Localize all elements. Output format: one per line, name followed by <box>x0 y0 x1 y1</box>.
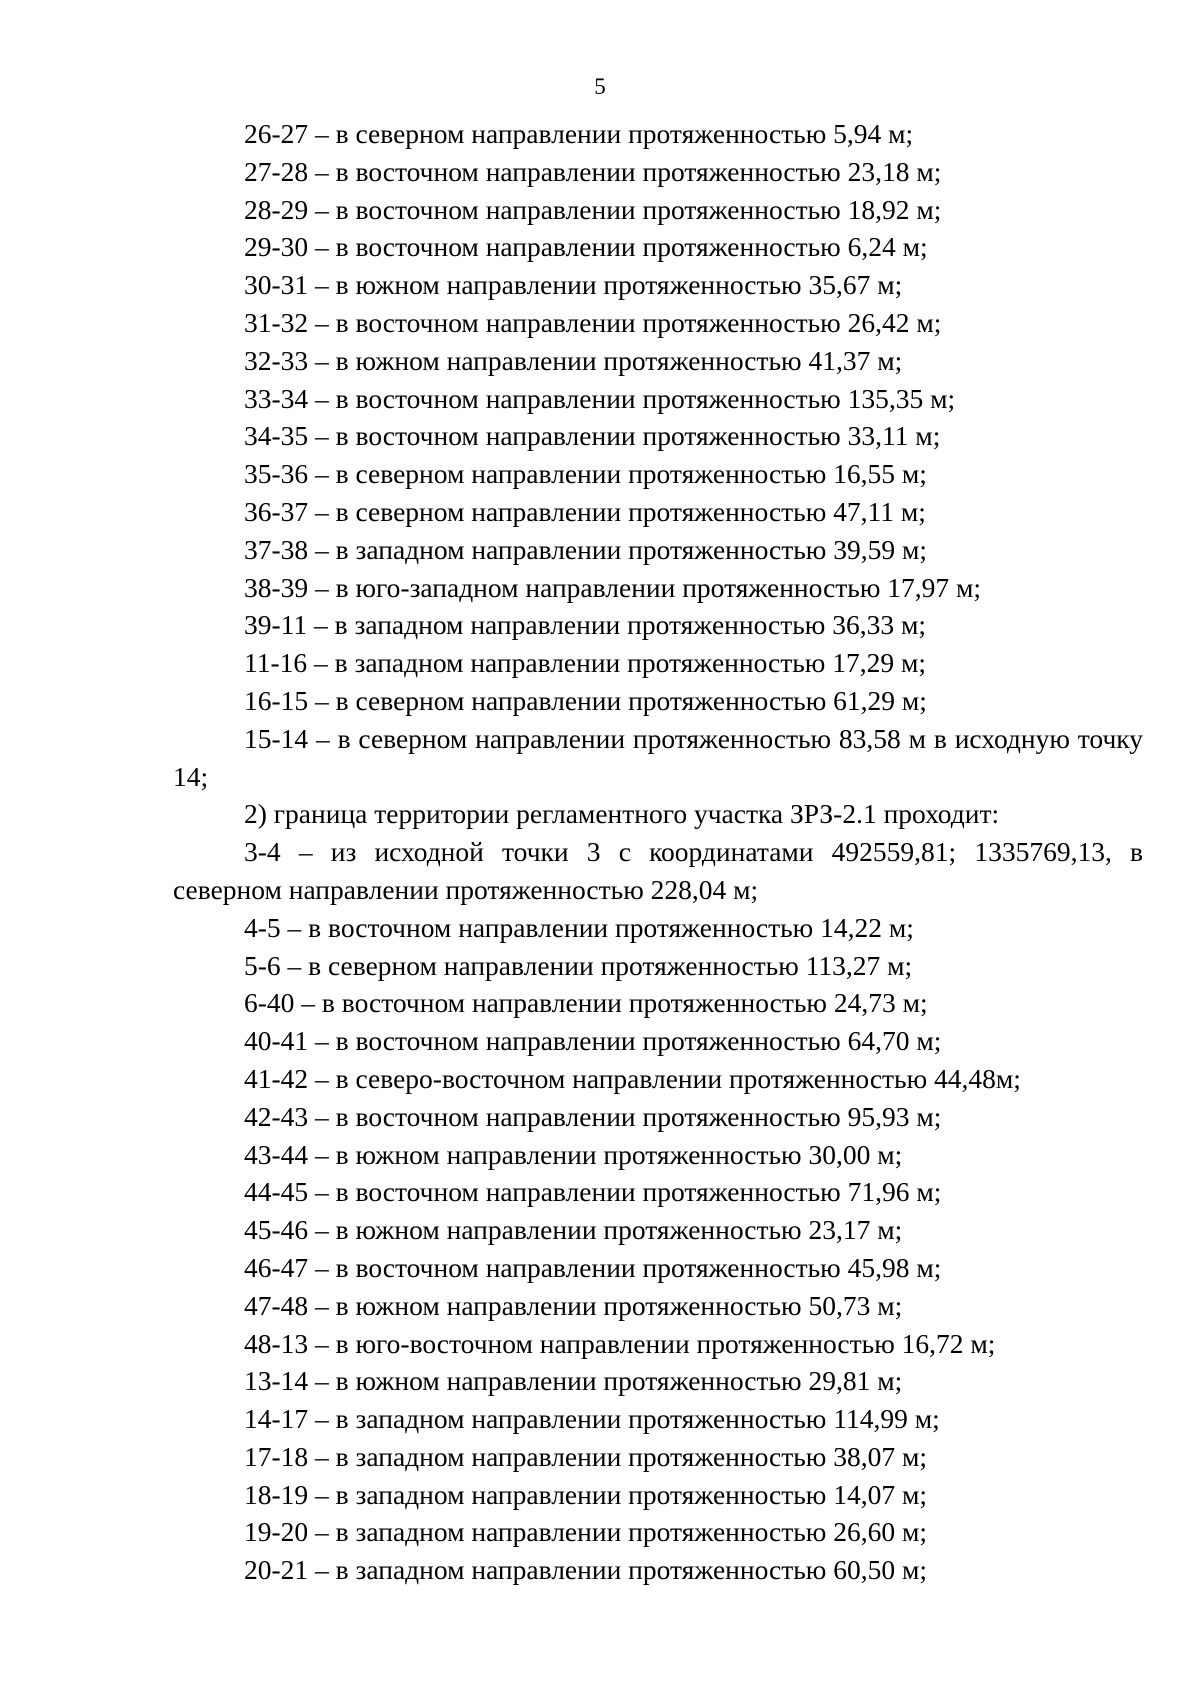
boundary-segment: 36-37 – в северном направлении протяженностью 47,11 м; <box>244 495 926 527</box>
boundary-segment: 38-39 – в юго-западном направлении протяженностью 17,97 м; <box>244 571 982 603</box>
boundary-segment: 26-27 – в северном направлении протяженностью 5,94 м; <box>244 118 914 149</box>
boundary-segment-final: 15-14 – в северном направлении протяженностью 83,58 м в исходную точку 14; <box>173 722 1143 792</box>
boundary-segment: 18-19 – в западном направлении протяженностью 14,07 м; <box>244 1478 928 1510</box>
boundary-segment: 5-6 – в северном направлении протяженностью 113,27 м; <box>244 949 913 981</box>
boundary-segment: 6-40 – в восточном направлении протяженностью 24,73 м; <box>244 987 928 1019</box>
boundary-segment-start: 3-4 – из исходной точки 3 с координатами 492559,81; 1335769,13, в северном направлении протяженностью 228,04 м; <box>173 836 1143 905</box>
boundary-segment: 28-29 – в восточном направлении протяженностью 18,92 м; <box>244 193 942 225</box>
boundary-segment: 47-48 – в южном направлении протяженностью 50,73 м; <box>244 1289 903 1321</box>
boundary-segment: 45-46 – в южном направлении протяженностью 23,17 м; <box>244 1214 903 1246</box>
boundary-segment: 30-31 – в южном направлении протяженностью 35,67 м; <box>244 269 903 301</box>
boundary-segment: 41-42 – в северо-восточном направлении протяженностью 44,48м; <box>244 1062 1021 1094</box>
boundary-segment: 19-20 – в западном направлении протяженностью 26,60 м; <box>244 1516 928 1548</box>
boundary-segment: 46-47 – в восточном направлении протяженностью 45,98 м; <box>244 1251 942 1283</box>
boundary-segment: 17-18 – в западном направлении протяженностью 38,07 м; <box>244 1440 928 1472</box>
boundary-segment: 27-28 – в восточном направлении протяженностью 23,18 м; <box>244 155 942 187</box>
boundary-segment: 16-15 – в северном направлении протяженностью 61,29 м; <box>244 684 927 716</box>
document-body <box>173 115 1143 1589</box>
boundary-segment: 42-43 – в восточном направлении протяженностью 95,93 м; <box>244 1100 942 1132</box>
boundary-segment: 33-34 – в восточном направлении протяженностью 135,35 м; <box>244 382 956 414</box>
boundary-segment: 43-44 – в южном направлении протяженностью 30,00 м; <box>244 1138 903 1170</box>
boundary-segment: 44-45 – в восточном направлении протяженностью 71,96 м; <box>244 1176 942 1208</box>
section-heading: 2) граница территории регламентного участка ЗРЗ-2.1 проходит: <box>244 798 1000 830</box>
boundary-segment: 29-30 – в восточном направлении протяженностью 6,24 м; <box>244 231 928 263</box>
boundary-segment: 11-16 – в западном направлении протяженностью 17,29 м; <box>244 647 926 679</box>
boundary-segment: 32-33 – в южном направлении протяженностью 41,37 м; <box>244 344 903 376</box>
boundary-segment: 13-14 – в южном направлении протяженностью 29,81 м; <box>244 1365 903 1397</box>
page-number: 5 <box>594 74 606 99</box>
boundary-segment: 4-5 – в восточном направлении протяженностью 14,22 м; <box>244 911 914 943</box>
boundary-segment: 39-11 – в западном направлении протяженностью 36,33 м; <box>244 609 926 641</box>
boundary-segment: 37-38 – в западном направлении протяженностью 39,59 м; <box>244 533 928 565</box>
boundary-segment: 31-32 – в восточном направлении протяженностью 26,42 м; <box>244 306 942 338</box>
boundary-segment: 48-13 – в юго-восточном направлении протяженностью 16,72 м; <box>244 1327 996 1359</box>
boundary-segment: 40-41 – в восточном направлении протяженностью 64,70 м; <box>244 1025 942 1057</box>
boundary-segment: 20-21 – в западном направлении протяженностью 60,50 м; <box>244 1554 928 1586</box>
boundary-segment: 34-35 – в восточном направлении протяженностью 33,11 м; <box>244 420 941 452</box>
boundary-segment: 35-36 – в северном направлении протяженностью 16,55 м; <box>244 458 927 490</box>
boundary-segment: 14-17 – в западном направлении протяженностью 114,99 м; <box>244 1403 940 1435</box>
